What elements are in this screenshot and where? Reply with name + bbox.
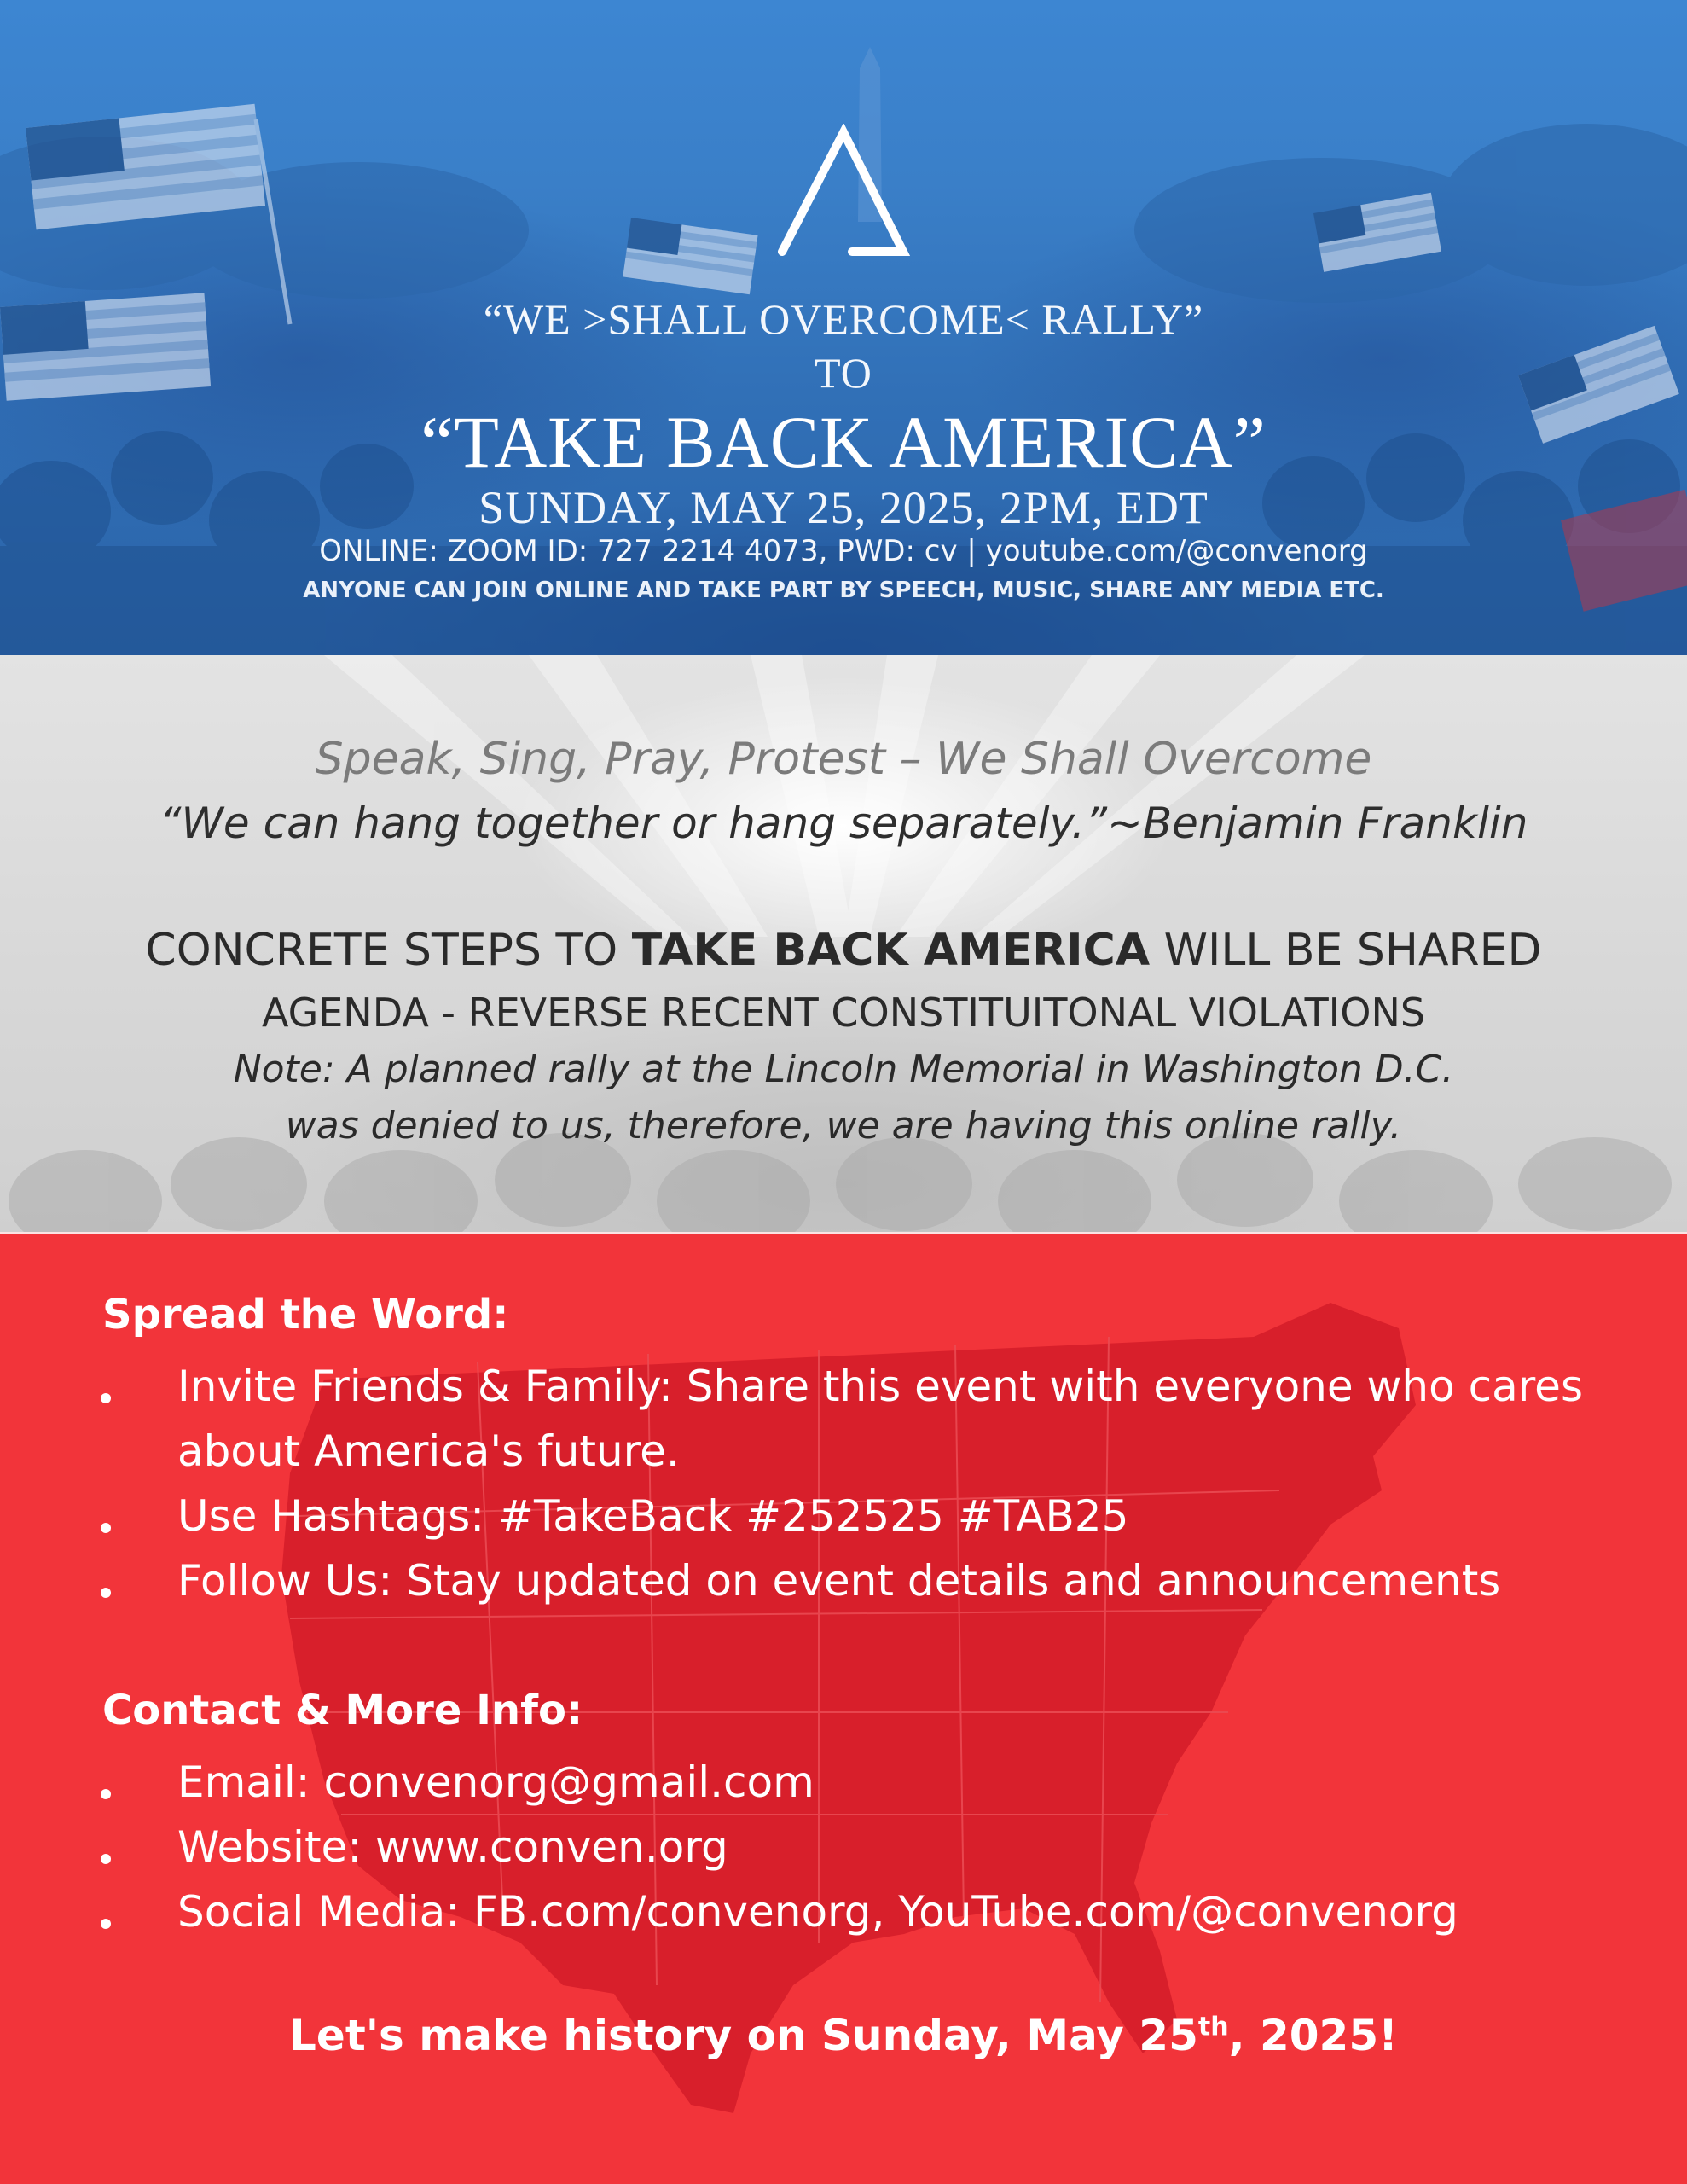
agenda-line: AGENDA - REVERSE RECENT CONSTITUITONAL VIOLATIONS	[261, 990, 1426, 1036]
contact-item-website: Website: www.conven.org	[177, 1822, 728, 1872]
bullet-dot-icon	[101, 1854, 111, 1864]
tagline: Speak, Sing, Pray, Protest – We Shall Overcome	[315, 734, 1372, 785]
spread-item-invite: Invite Friends & Family: Share this event with everyone who cares about America's future.	[177, 1362, 1583, 1476]
closing-superscript: th	[1197, 2012, 1229, 2042]
event-date: SUNDAY, MAY 25, 2025, 2PM, EDT	[478, 482, 1209, 533]
bullet-dot-icon	[101, 1588, 111, 1598]
rally-title: “WE >SHALL OVERCOME< RALLY”	[483, 295, 1204, 343]
participation-note: ANYONE CAN JOIN ONLINE AND TAKE PART BY SPEECH, MUSIC, SHARE ANY MEDIA ETC.	[303, 578, 1384, 603]
main-title: “TAKE BACK AMERICA”	[420, 401, 1267, 483]
bullet-dot-icon	[101, 1523, 111, 1533]
steps-text-after: WILL BE SHARED	[1150, 925, 1542, 976]
contact-heading: Contact & More Info:	[102, 1687, 583, 1734]
contact-item-social: Social Media: FB.com/convenorg, YouTube.com/@convenorg	[177, 1887, 1458, 1937]
closing-line	[0, 2011, 1687, 2060]
steps-heading	[0, 925, 1687, 976]
steps-text-before: CONCRETE STEPS TO	[145, 925, 632, 976]
note-line-1: Note: A planned rally at the Lincoln Memorial in Washington D.C.	[233, 1048, 1454, 1091]
note-line-2: was denied to us, therefore, we are having this online rally.	[285, 1104, 1402, 1147]
closing-text-after: , 2025!	[1228, 2011, 1398, 2060]
spread-heading: Spread the Word:	[102, 1291, 509, 1339]
spread-item-hashtags: Use Hashtags: #TakeBack #252525 #TAB25	[177, 1491, 1129, 1541]
info-band	[0, 1232, 1687, 2184]
closing-text-before: Let's make history on Sunday, May 25	[289, 2011, 1198, 2060]
bullet-dot-icon	[101, 1919, 111, 1929]
steps-text-bold: TAKE BACK AMERICA	[631, 925, 1151, 976]
header-band	[0, 0, 1687, 655]
online-details: ONLINE: ZOOM ID: 727 2214 4073, PWD: cv | youtube.com/@convenorg	[319, 534, 1368, 568]
open-triangle-logo-icon	[775, 124, 912, 260]
middle-band	[0, 655, 1687, 1232]
rally-to: TO	[815, 349, 872, 397]
bullet-dot-icon	[101, 1789, 111, 1799]
bullet-dot-icon	[101, 1393, 111, 1403]
franklin-quote: “We can hang together or hang separately.”~Benjamin Franklin	[159, 799, 1528, 848]
contact-item-email: Email: convenorg@gmail.com	[177, 1757, 815, 1807]
spread-item-follow: Follow Us: Stay updated on event details and announcements	[177, 1556, 1501, 1606]
